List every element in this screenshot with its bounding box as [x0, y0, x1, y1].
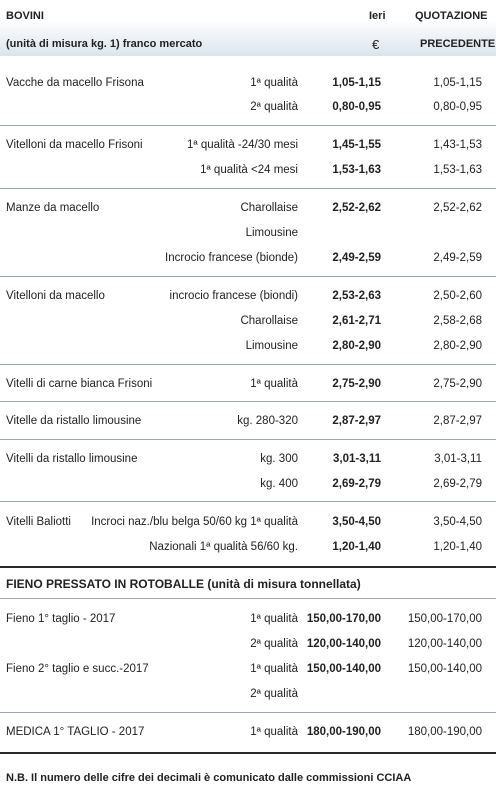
table-row	[0, 196, 496, 220]
row-precedente: 150,00-170,00	[407, 613, 482, 625]
row-quality: 1ª qualità	[250, 77, 298, 89]
row-precedente: 1,43-1,53	[433, 139, 482, 151]
row-name: Vitelloni da macello	[6, 290, 105, 302]
row-quality: Nazionali 1ª qualità 56/60 kg.	[149, 541, 298, 553]
row-precedente: 2,69-2,79	[433, 478, 482, 490]
row-ieri: 2,75-2,90	[332, 378, 381, 390]
row-ieri: 2,49-2,59	[332, 252, 381, 264]
row-precedente: 180,00-190,00	[407, 726, 482, 738]
table-header	[0, 0, 496, 56]
table-row	[0, 607, 496, 631]
table-row	[0, 510, 496, 534]
header-subtitle: (unità di misura kg. 1) franco mercato	[6, 38, 203, 50]
row-quality: 1ª qualità	[250, 663, 298, 675]
row-quality: 2ª qualità	[250, 688, 298, 700]
row-ieri: 2,80-2,90	[332, 340, 381, 352]
row-precedente: 3,01-3,11	[434, 453, 482, 465]
row-quality: 1ª qualità	[250, 726, 298, 738]
fieno-section-title: FIENO PRESSATO IN ROTOBALLE (unità di misura tonnellata)	[6, 577, 361, 591]
row-ieri: 1,20-1,40	[332, 541, 381, 553]
row-ieri: 150,00-170,00	[306, 613, 381, 625]
row-precedente: 120,00-140,00	[407, 638, 482, 650]
row-divider	[0, 188, 496, 189]
row-precedente: 3,50-4,50	[433, 516, 482, 528]
row-ieri: 2,69-2,79	[332, 478, 381, 490]
row-ieri: 120,00-140,00	[306, 638, 381, 650]
row-precedente: 1,53-1,63	[433, 164, 482, 176]
table-row	[0, 372, 496, 396]
header-ieri: Ieri	[369, 10, 386, 22]
row-name: Fieno 2° taglio e succ.-2017	[6, 663, 149, 675]
row-name: Vitelloni da macello Frisoni	[6, 139, 143, 151]
row-divider	[0, 401, 496, 402]
row-ieri: 3,50-4,50	[332, 516, 381, 528]
row-quality: Charollaise	[240, 315, 298, 327]
table-row	[0, 133, 496, 157]
row-quality: 2ª qualità	[250, 638, 298, 650]
row-ieri: 1,45-1,55	[332, 139, 381, 151]
row-divider	[0, 364, 496, 365]
header-precedente: PRECEDENTE	[420, 38, 496, 50]
row-divider	[0, 276, 496, 277]
row-ieri: 2,87-2,97	[332, 415, 381, 427]
row-ieri: 2,61-2,71	[332, 315, 381, 327]
row-name: Vitelli da ristallo limousine	[6, 453, 138, 465]
table-row	[0, 334, 496, 358]
row-ieri: 2,53-2,63	[332, 290, 381, 302]
header-title: BOVINI	[6, 10, 44, 22]
row-precedente: 1,05-1,15	[433, 77, 482, 89]
row-quality: kg. 400	[260, 478, 298, 490]
row-quality: Incrocio francese (bionde)	[165, 252, 298, 264]
row-precedente: 0,80-0,95	[433, 101, 482, 113]
table-row	[0, 535, 496, 559]
row-quality: 1ª qualità <24 mesi	[200, 164, 298, 176]
table-row	[0, 720, 496, 744]
table-row	[0, 221, 496, 245]
row-precedente: 2,49-2,59	[433, 252, 482, 264]
row-ieri: 150,00-140,00	[306, 663, 381, 675]
header-quotazione: QUOTAZIONE	[415, 10, 488, 22]
row-name: Vitelli Baliotti	[6, 516, 71, 528]
row-precedente: 150,00-140,00	[407, 663, 482, 675]
row-ieri: 2,52-2,62	[332, 202, 381, 214]
row-precedente: 2,50-2,60	[433, 290, 482, 302]
table-row	[0, 309, 496, 333]
section-divider	[0, 752, 496, 754]
row-quality: 1ª qualità	[250, 378, 298, 390]
table-row	[0, 95, 496, 119]
row-divider	[0, 598, 496, 599]
row-quality: Limousine	[245, 340, 298, 352]
table-row	[0, 246, 496, 270]
row-precedente: 2,80-2,90	[433, 340, 482, 352]
row-ieri: 180,00-190,00	[306, 726, 381, 738]
table-row	[0, 284, 496, 308]
row-quality: 2ª qualità	[250, 101, 298, 113]
row-quality: Limousine	[245, 227, 298, 239]
table-row	[0, 632, 496, 656]
row-quality: kg. 300	[260, 453, 298, 465]
row-divider	[0, 439, 496, 440]
table-row	[0, 447, 496, 471]
section-divider	[0, 566, 496, 568]
row-precedente: 1,20-1,40	[433, 541, 482, 553]
table-row	[0, 657, 496, 681]
row-name: MEDICA 1° TAGLIO - 2017	[6, 726, 145, 738]
table-row	[0, 409, 496, 433]
row-quality: 1ª qualità	[250, 613, 298, 625]
row-name: Vitelle da ristallo limousine	[6, 415, 142, 427]
row-ieri: 1,53-1,63	[332, 164, 381, 176]
row-divider	[0, 125, 496, 126]
row-name: Vacche da macello Frisona	[6, 77, 144, 89]
row-quality: 1ª qualità -24/30 mesi	[186, 139, 298, 151]
row-precedente: 2,75-2,90	[433, 378, 482, 390]
row-quality: Incroci naz./blu belga 50/60 kg 1ª qualità	[91, 516, 298, 528]
row-name: Manze da macello	[6, 202, 100, 214]
row-precedente: 2,58-2,68	[433, 315, 482, 327]
row-divider	[0, 712, 496, 713]
header-currency: €	[372, 37, 380, 52]
row-precedente: 2,52-2,62	[433, 202, 482, 214]
row-quality: incrocio francese (biondi)	[169, 290, 298, 302]
row-ieri: 0,80-0,95	[332, 101, 381, 113]
row-quality: Charollaise	[240, 202, 298, 214]
row-divider	[0, 501, 496, 502]
row-precedente: 2,87-2,97	[433, 415, 482, 427]
row-name: Fieno 1° taglio - 2017	[6, 613, 116, 625]
row-ieri: 1,05-1,15	[332, 77, 381, 89]
row-name: Vitelli di carne bianca Frisoni	[6, 378, 153, 390]
table-row	[0, 682, 496, 706]
table-row	[0, 71, 496, 95]
table-row	[0, 158, 496, 182]
footnote: N.B. Il numero delle cifre dei decimali è comunicato dalle commissioni CCIAA	[6, 772, 412, 784]
row-ieri: 3,01-3,11	[333, 453, 381, 465]
row-quality: kg. 280-320	[237, 415, 298, 427]
table-row	[0, 472, 496, 496]
